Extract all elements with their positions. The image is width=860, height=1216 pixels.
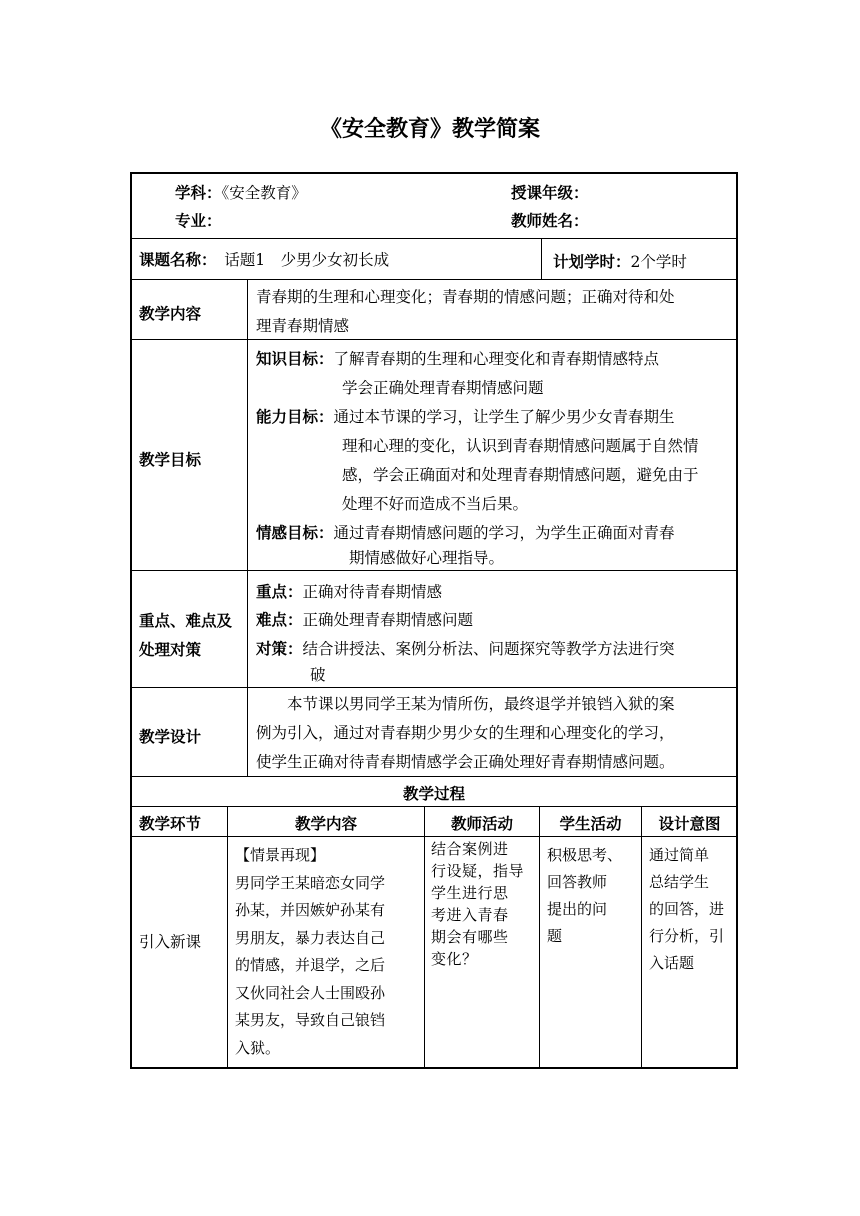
row-divider — [131, 570, 737, 571]
knowledge-goal — [256, 345, 659, 374]
header-intent: 设计意图 — [658, 815, 721, 833]
design-text — [256, 690, 732, 777]
emotion-line: 通过青春期情感问题的学习，为学生正确面对青春 — [333, 524, 675, 542]
cell-line: 提出的问 — [547, 900, 608, 918]
grade-label: 授课年级： — [511, 184, 589, 202]
hours-value: 2个学时 — [630, 253, 687, 271]
topic-label: 课题名称： — [139, 251, 209, 269]
major-label: 专业： — [175, 212, 222, 230]
difficulty-label: 难点： — [256, 611, 303, 629]
cell-line: 入狱。 — [235, 1038, 281, 1057]
cell-line: 行分析，引 — [649, 927, 725, 945]
cell-line: 回答教师 — [547, 873, 608, 891]
knowledge-line: 学会正确处理青春期情感问题 — [342, 379, 544, 397]
strategy-line: 破 — [310, 666, 326, 684]
cell-line: 积极思考、 — [547, 846, 623, 864]
ability-goal — [256, 403, 675, 432]
col-divider — [424, 807, 425, 1068]
cell-line: 考进入青春 — [431, 906, 509, 924]
content-line: 青春期的生理和心理变化；青春期的情感问题；正确对待和处 — [256, 288, 675, 306]
cell-line: 男同学王某暗恋女同学 — [235, 873, 386, 892]
row-divider — [131, 836, 737, 837]
key-value: 正确对待青春期情感 — [302, 583, 443, 601]
design-label: 教学设计 — [139, 728, 202, 746]
col-divider — [641, 807, 642, 1068]
content-line: 理青春期情感 — [256, 317, 350, 335]
subject-label: 学科： — [175, 184, 222, 202]
header-stage: 教学环节 — [139, 815, 202, 833]
intent-cell — [649, 842, 733, 977]
subject-field — [175, 183, 307, 203]
cell-line: 某男友，导致自己锒铛 — [235, 1011, 386, 1029]
knowledge-line: 了解青春期的生理和心理变化和青春期情感特点 — [333, 350, 660, 368]
emotion-label: 情感目标： — [256, 524, 334, 542]
ability-line: 通过本节课的学习，让学生了解少男少女青春期生 — [333, 408, 675, 426]
content-text — [256, 283, 730, 341]
cell-line: 题 — [547, 927, 563, 945]
cell-line: 变化？ — [431, 950, 478, 968]
cell-line: 学生进行思 — [431, 884, 509, 902]
hours-label: 计划学时： — [553, 253, 631, 271]
keypoints-label — [139, 607, 232, 665]
cell-line: 总结学生 — [649, 873, 710, 891]
strategy-line: 结合讲授法、案例分析法、问题探究等教学方法进行突 — [302, 640, 675, 658]
design-line: 使学生正确对待青春期情感学会正确处理好青春期情感问题。 — [256, 753, 675, 771]
topic-field — [139, 250, 389, 270]
row-divider — [131, 687, 737, 688]
knowledge-label: 知识目标： — [256, 350, 334, 368]
page-title: 《安全教育》教学简案 — [319, 117, 540, 142]
difficulty-value: 正确处理青春期情感问题 — [302, 611, 474, 629]
teacher-cell — [431, 838, 534, 970]
cell-line: 的回答，进 — [649, 900, 725, 918]
emotion-goal — [256, 519, 675, 548]
ability-line: 理和心理的变化，认识到青春期情感问题属于自然情 — [342, 437, 699, 455]
emotion-line: 期情感做好心理指导。 — [349, 549, 505, 567]
stage-cell: 引入新课 — [139, 933, 202, 951]
cell-line: 的情感，并退学，之后 — [235, 956, 386, 974]
col-divider — [539, 807, 540, 1068]
design-line: 例为引入，通过对青春期少男少女的生理和心理变化的学习， — [256, 724, 675, 742]
student-cell — [547, 842, 637, 950]
difficulty-point — [256, 606, 473, 635]
strategy-label: 对策： — [256, 640, 303, 658]
goals-label: 教学目标 — [139, 451, 202, 469]
cell-line: 【情景再现】 — [235, 846, 326, 864]
ability-label: 能力目标： — [256, 408, 334, 426]
key-point — [256, 578, 442, 607]
cell-line: 行设疑，指导 — [431, 862, 525, 880]
cell-line: 期会有哪些 — [431, 928, 509, 946]
header-student: 学生活动 — [559, 815, 622, 833]
row-divider — [131, 806, 737, 807]
content-label: 教学内容 — [139, 305, 202, 323]
col-divider — [247, 280, 248, 776]
ability-line: 处理不好而造成不当后果。 — [342, 495, 529, 513]
topic-value: 话题1 少男少女初长成 — [224, 251, 390, 269]
cell-line: 入话题 — [649, 954, 695, 972]
col-divider — [541, 239, 542, 279]
design-line: 本节课以男同学王某为情所伤，最终退学并锒铛入狱的案 — [256, 695, 675, 713]
cell-line: 男朋友，暴力表达自己 — [235, 928, 386, 947]
col-divider — [227, 807, 228, 1068]
cell-line: 孙某，并因嫉妒孙某有 — [235, 901, 386, 919]
header-teacher: 教师活动 — [450, 815, 513, 833]
row-divider — [131, 279, 737, 280]
strategy-point — [256, 635, 675, 664]
key-label: 重点： — [256, 583, 303, 601]
row-divider — [131, 238, 737, 239]
ability-line: 感，学会正确面对和处理青春期情感问题，避免由于 — [342, 466, 699, 484]
keypoints-label-line: 重点、难点及 — [139, 612, 233, 630]
teacher-label: 教师姓名： — [511, 212, 589, 230]
content-cell — [235, 842, 419, 1062]
cell-line: 又伙同社会人士围殴孙 — [235, 983, 386, 1002]
header-content: 教学内容 — [294, 815, 357, 833]
cell-line: 结合案例进 — [431, 840, 509, 858]
cell-line: 通过简单 — [649, 846, 710, 864]
hours-field — [553, 252, 687, 272]
subject-value: 《安全教育》 — [221, 184, 307, 202]
process-title: 教学过程 — [402, 785, 465, 803]
keypoints-label-line: 处理对策 — [139, 641, 202, 659]
